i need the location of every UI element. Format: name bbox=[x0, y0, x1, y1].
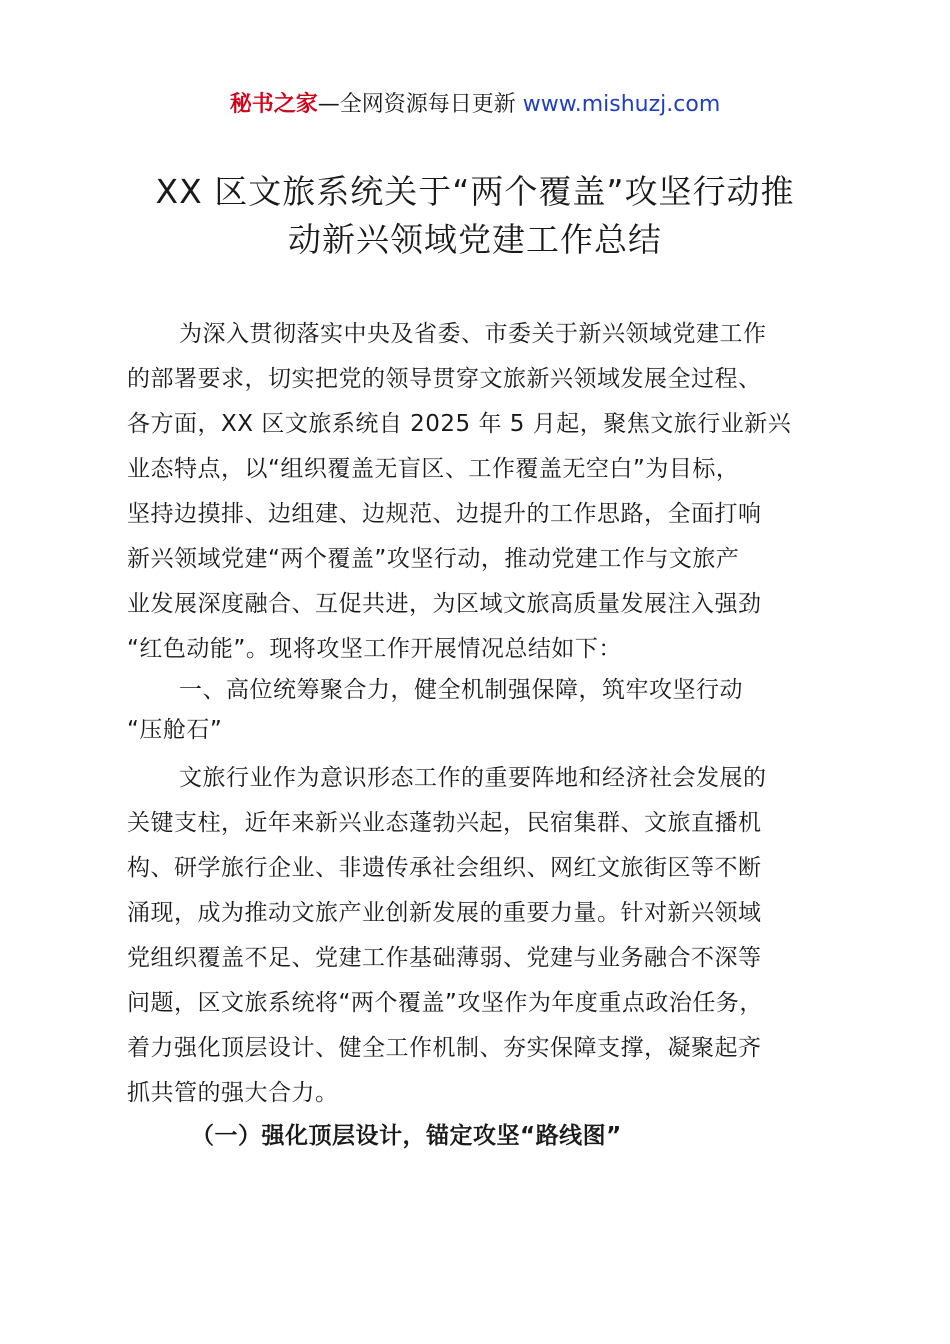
heading-line: 一、高位统筹聚合力，健全机制强保障，筑牢攻坚行动 bbox=[179, 677, 743, 703]
text-line: 坚持边摸排、边组建、边规范、边提升的工作思路，全面打响 bbox=[127, 501, 762, 527]
intro-paragraph bbox=[127, 312, 835, 672]
text-line: 业态特点，以“组织覆盖无盲区、工作覆盖无空白”为目标， bbox=[127, 456, 740, 482]
title-line: XX 区文旅系统关于“两个覆盖”攻坚行动推 bbox=[155, 172, 795, 211]
banner-tagline: —全网资源每日更新 bbox=[317, 92, 523, 117]
brand-name: 秘书之家 bbox=[229, 92, 318, 117]
text-line: 抓共管的强大合力。 bbox=[127, 1080, 339, 1106]
text-line: 关键支柱，近年来新兴业态蓬勃兴起，民宿集群、文旅直播机 bbox=[127, 810, 762, 836]
text-line: “红色动能”。现将攻坚工作开展情况总结如下： bbox=[127, 636, 622, 662]
text-line: 构、研学旅行企业、非遗传承社会组织、网红文旅街区等不断 bbox=[127, 855, 762, 881]
text-line: 着力强化顶层设计、健全工作机制、夯实保障支撑，凝聚起齐 bbox=[127, 1035, 762, 1061]
document-title bbox=[100, 168, 850, 264]
text-line: 新兴领域党建“两个覆盖”攻坚行动，推动党建工作与文旅产 bbox=[127, 546, 740, 572]
text-line: 党组织覆盖不足、党建工作基础薄弱、党建与业务融合不深等 bbox=[127, 945, 762, 971]
section-1-paragraph bbox=[127, 756, 835, 1116]
text-line: 的部署要求，切实把党的领导贯穿文旅新兴领域发展全过程、 bbox=[127, 366, 762, 392]
section-heading-1 bbox=[127, 670, 835, 750]
text-line: 问题，区文旅系统将“两个覆盖”攻坚作为年度重点政治任务， bbox=[127, 990, 763, 1016]
title-line: 动新兴领域党建工作总结 bbox=[288, 220, 662, 259]
text-line: 文旅行业作为意识形态工作的重要阵地和经济社会发展的 bbox=[179, 765, 767, 791]
text-line: 涌现，成为推动文旅产业创新发展的重要力量。针对新兴领域 bbox=[127, 900, 762, 926]
site-url-link[interactable]: www.mishuzj.com bbox=[522, 92, 721, 117]
text-line: 业发展深度融合、互促共进，为区域文旅高质量发展注入强劲 bbox=[127, 591, 762, 617]
text-line: 为深入贯彻落实中央及省委、市委关于新兴领域党建工作 bbox=[179, 321, 767, 347]
subsection-heading-1 bbox=[127, 1116, 835, 1156]
text-line: 各方面，XX 区文旅系统自 2025 年 5 月起，聚焦文旅行业新兴 bbox=[127, 411, 792, 437]
subheading-line: （一）强化顶层设计，锚定攻坚“路线图” bbox=[191, 1123, 622, 1149]
heading-line: “压舱石” bbox=[127, 717, 223, 743]
site-banner bbox=[0, 90, 950, 120]
